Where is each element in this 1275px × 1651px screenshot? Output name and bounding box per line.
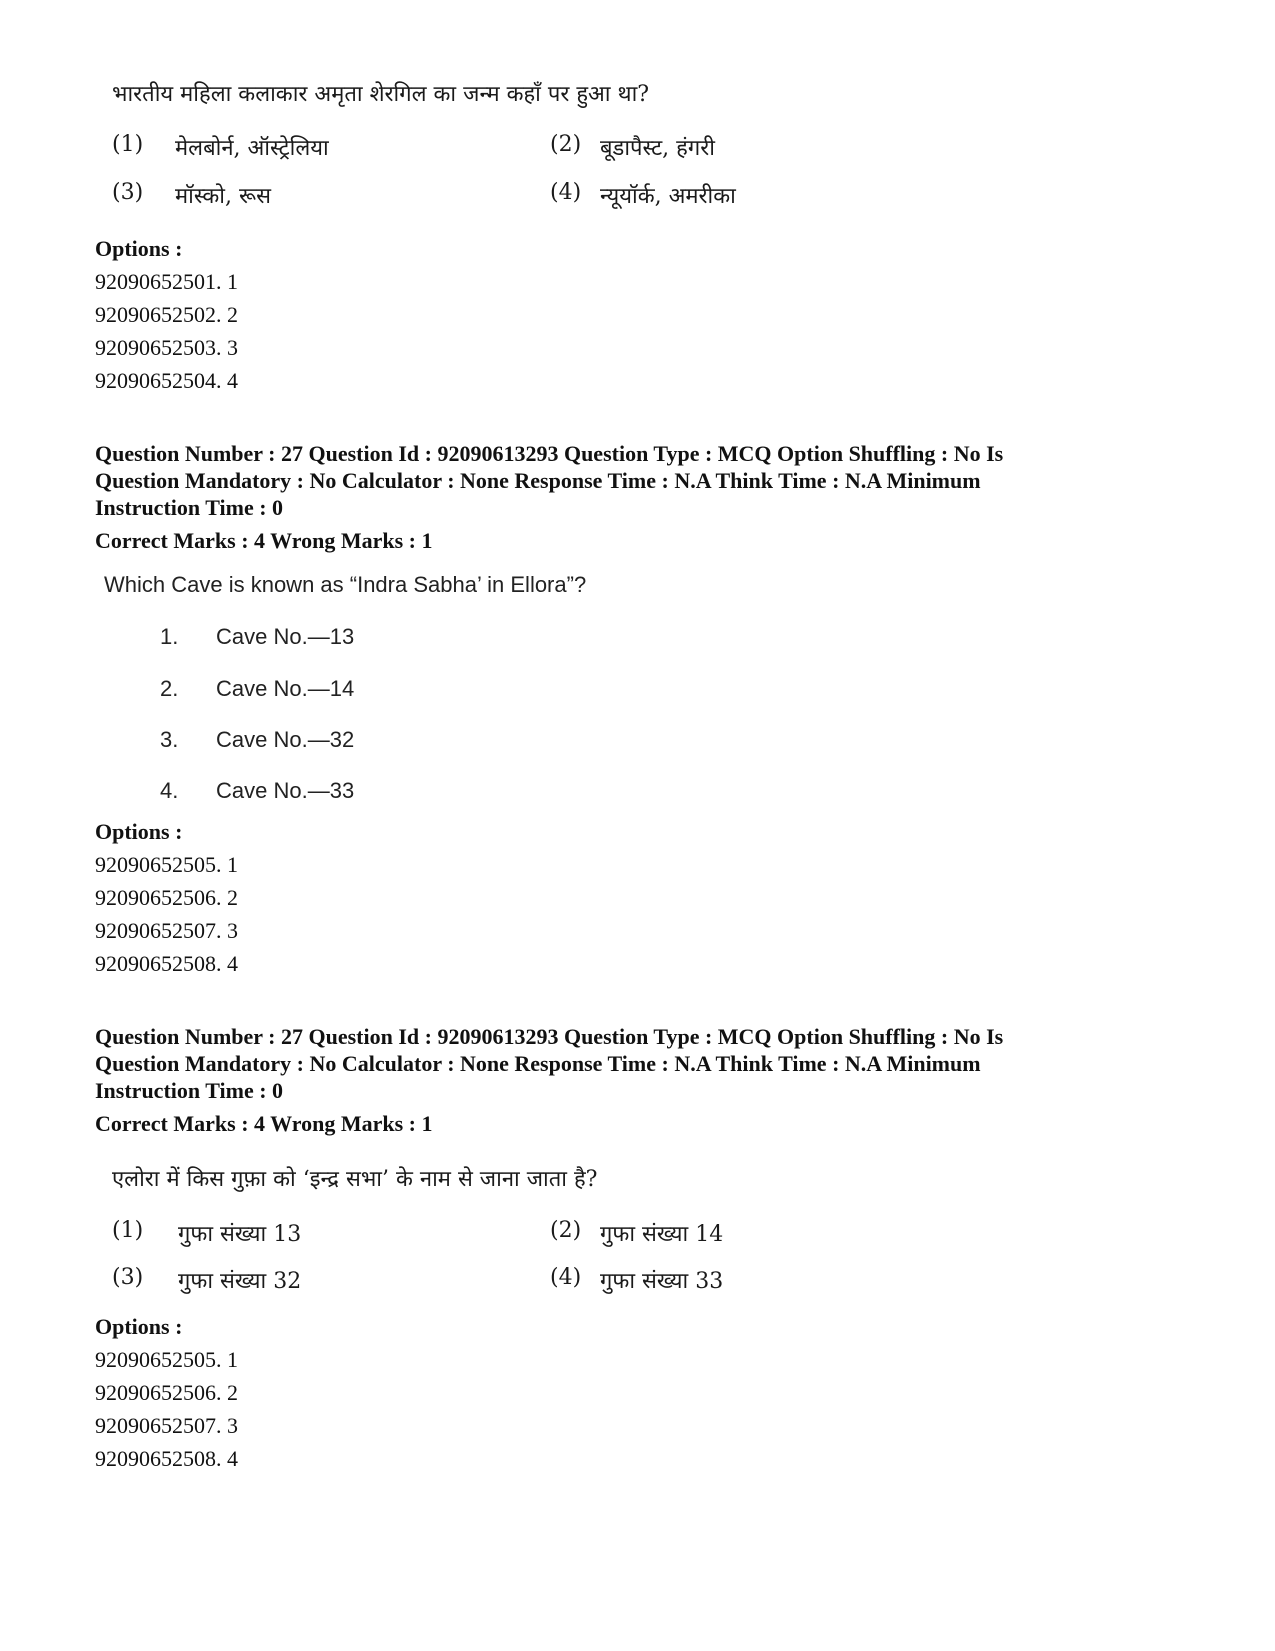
block3-choice2-num: (2) <box>550 1218 582 1243</box>
block1-choice3-text: मॉस्को, रूस <box>175 184 271 209</box>
block1-question: भारतीय महिला कलाकार अमृता शेरगिल का जन्म कहाँ पर हुआ था? <box>112 82 650 107</box>
block2-choice4-text: Cave No.—33 <box>216 778 355 803</box>
block2-option-3: 92090652507. 3 <box>95 918 238 943</box>
block2-meta-line2: Question Mandatory : No Calculator : None Response Time : N.A Think Time : N.A Minimum <box>95 468 981 493</box>
block1-choice1-text: मेलबोर्न, ऑस्ट्रेलिया <box>175 136 329 161</box>
block1-option-1: 92090652501. 1 <box>95 269 238 294</box>
block2-choice3-text: Cave No.—32 <box>216 727 355 752</box>
block2-choice2-text: Cave No.—14 <box>216 676 355 701</box>
block2-choice3-num: 3. <box>160 727 179 752</box>
block3-option-1: 92090652505. 1 <box>95 1347 238 1372</box>
block3-question: एलोरा में किस गुफ़ा को ‘इन्द्र सभा’ के नाम से जाना जाता है? <box>112 1167 598 1192</box>
block3-choice4-num: (4) <box>550 1265 582 1290</box>
block3-marks: Correct Marks : 4 Wrong Marks : 1 <box>95 1111 433 1136</box>
block3-options-label: Options : <box>95 1314 183 1339</box>
block2-option-2: 92090652506. 2 <box>95 885 238 910</box>
block2-meta-line1: Question Number : 27 Question Id : 92090613293 Question Type : MCQ Option Shuffling : No Is <box>95 441 1004 466</box>
block3-choice2-text: गुफा संख्या 14 <box>600 1222 724 1247</box>
block2-option-1: 92090652505. 1 <box>95 852 238 877</box>
block1-options-label: Options : <box>95 236 183 261</box>
block2-choice1-num: 1. <box>160 624 179 649</box>
block1-choice2-num: (2) <box>550 132 582 157</box>
block2-marks: Correct Marks : 4 Wrong Marks : 1 <box>95 528 433 553</box>
block3-choice1-num: (1) <box>112 1218 144 1243</box>
block1-choice2-text: बूडापैस्ट, हंगरी <box>600 136 715 161</box>
block1-option-4: 92090652504. 4 <box>95 368 238 393</box>
block1-choice1-num: (1) <box>112 132 144 157</box>
block1-option-3: 92090652503. 3 <box>95 335 238 360</box>
block3-option-3: 92090652507. 3 <box>95 1413 238 1438</box>
block1-choice4-text: न्यूयॉर्क, अमरीका <box>600 184 736 209</box>
block2-choice1-text: Cave No.—13 <box>216 624 355 649</box>
block2-choice2-num: 2. <box>160 676 179 701</box>
block3-option-2: 92090652506. 2 <box>95 1380 238 1405</box>
block3-meta-line1: Question Number : 27 Question Id : 92090613293 Question Type : MCQ Option Shuffling : No Is <box>95 1024 1004 1049</box>
block3-choice1-text: गुफा संख्या 13 <box>178 1222 302 1247</box>
block2-option-4: 92090652508. 4 <box>95 951 238 976</box>
block2-question: Which Cave is known as “Indra Sabha’ in Ellora”? <box>104 572 587 597</box>
block3-choice4-text: गुफा संख्या 33 <box>600 1269 724 1294</box>
block2-options-label: Options : <box>95 819 183 844</box>
block3-choice3-text: गुफा संख्या 32 <box>178 1269 302 1294</box>
block3-meta-line2: Question Mandatory : No Calculator : None Response Time : N.A Think Time : N.A Minimum <box>95 1051 981 1076</box>
block3-meta-line3: Instruction Time : 0 <box>95 1078 284 1103</box>
block1-option-2: 92090652502. 2 <box>95 302 238 327</box>
block1-choice3-num: (3) <box>112 180 144 205</box>
block3-option-4: 92090652508. 4 <box>95 1446 238 1471</box>
block2-meta-line3: Instruction Time : 0 <box>95 495 284 520</box>
block3-choice3-num: (3) <box>112 1265 144 1290</box>
block1-choice4-num: (4) <box>550 180 582 205</box>
block2-choice4-num: 4. <box>160 778 179 803</box>
